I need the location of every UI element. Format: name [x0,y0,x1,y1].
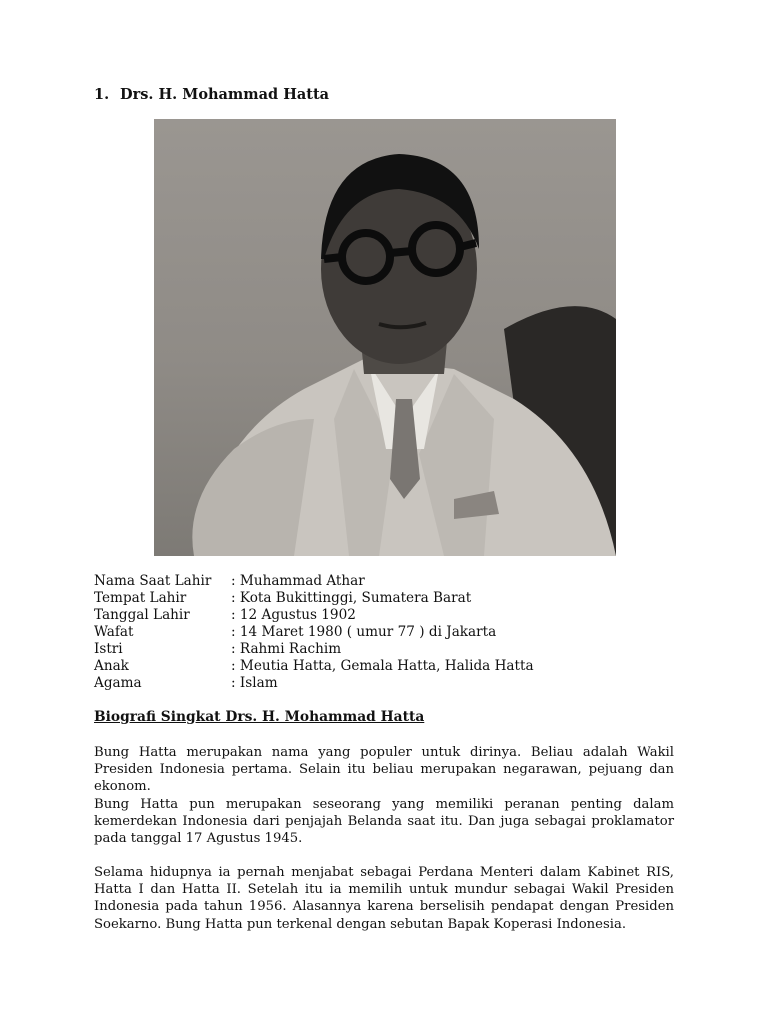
biodata-value: : Islam [231,675,278,691]
biodata-row [94,658,534,675]
heading-title: Drs. H. Mohammad Hatta [120,86,330,103]
biodata-value: : Rahmi Rachim [231,641,342,657]
biodata-row [94,573,534,590]
portrait-illustration [154,119,616,556]
paragraph: Bung Hatta pun merupakan seseorang yang memiliki peranan penting dalam kemerdekan Indonesia dari penjajah Belanda saat itu. Dan juga sebagai proklamator pada tanggal 17 Agustus 1945. [94,797,674,847]
paragraph: Bung Hatta merupakan nama yang populer untuk dirinya. Beliau adalah Wakil Presiden Indonesia pertama. Selain itu beliau merupakan negarawan, pejuang dan ekonom. [94,745,674,795]
section-title: Biografi Singkat Drs. H. Mohammad Hatta [94,709,425,725]
arm-shape [192,419,314,556]
biodata-value: : 14 Maret 1980 ( umur 77 ) di Jakarta [231,624,497,640]
biodata-row [94,607,534,624]
biodata-label: Tempat Lahir [94,590,187,606]
biodata-label: Anak [94,658,129,674]
biodata-label: Wafat [94,624,134,640]
biodata-value: : Meutia Hatta, Gemala Hatta, Halida Hatta [231,658,534,674]
biodata-value: : Kota Bukittinggi, Sumatera Barat [231,590,472,606]
heading-number: 1. [94,86,110,103]
biodata-label: Nama Saat Lahir [94,573,212,589]
biodata-label: Agama [94,675,142,691]
biodata-value: : Muhammad Athar [231,573,365,589]
heading [94,86,329,103]
biodata-row [94,624,534,641]
biodata-label: Tanggal Lahir [94,607,190,623]
biodata-row [94,675,534,692]
paragraph: Selama hidupnya ia pernah menjabat sebagai Perdana Menteri dalam Kabinet RIS, Hatta I dan Hatta II. Setelah itu ia memilih untuk mundur sebagai Wakil Presiden Indonesia pada tahun 1956. Alasannya karena berselisih pendapat dengan Presiden Soekarno. Bung Hatta pun terkenal dengan sebutan Bapak Koperasi Indonesia. [94,865,674,932]
biodata-value: : 12 Agustus 1902 [231,607,356,623]
biodata-row [94,641,534,658]
biodata-label: Istri [94,641,123,657]
biodata-row [94,590,534,607]
portrait-photo [154,119,616,556]
biodata-list [94,573,534,692]
